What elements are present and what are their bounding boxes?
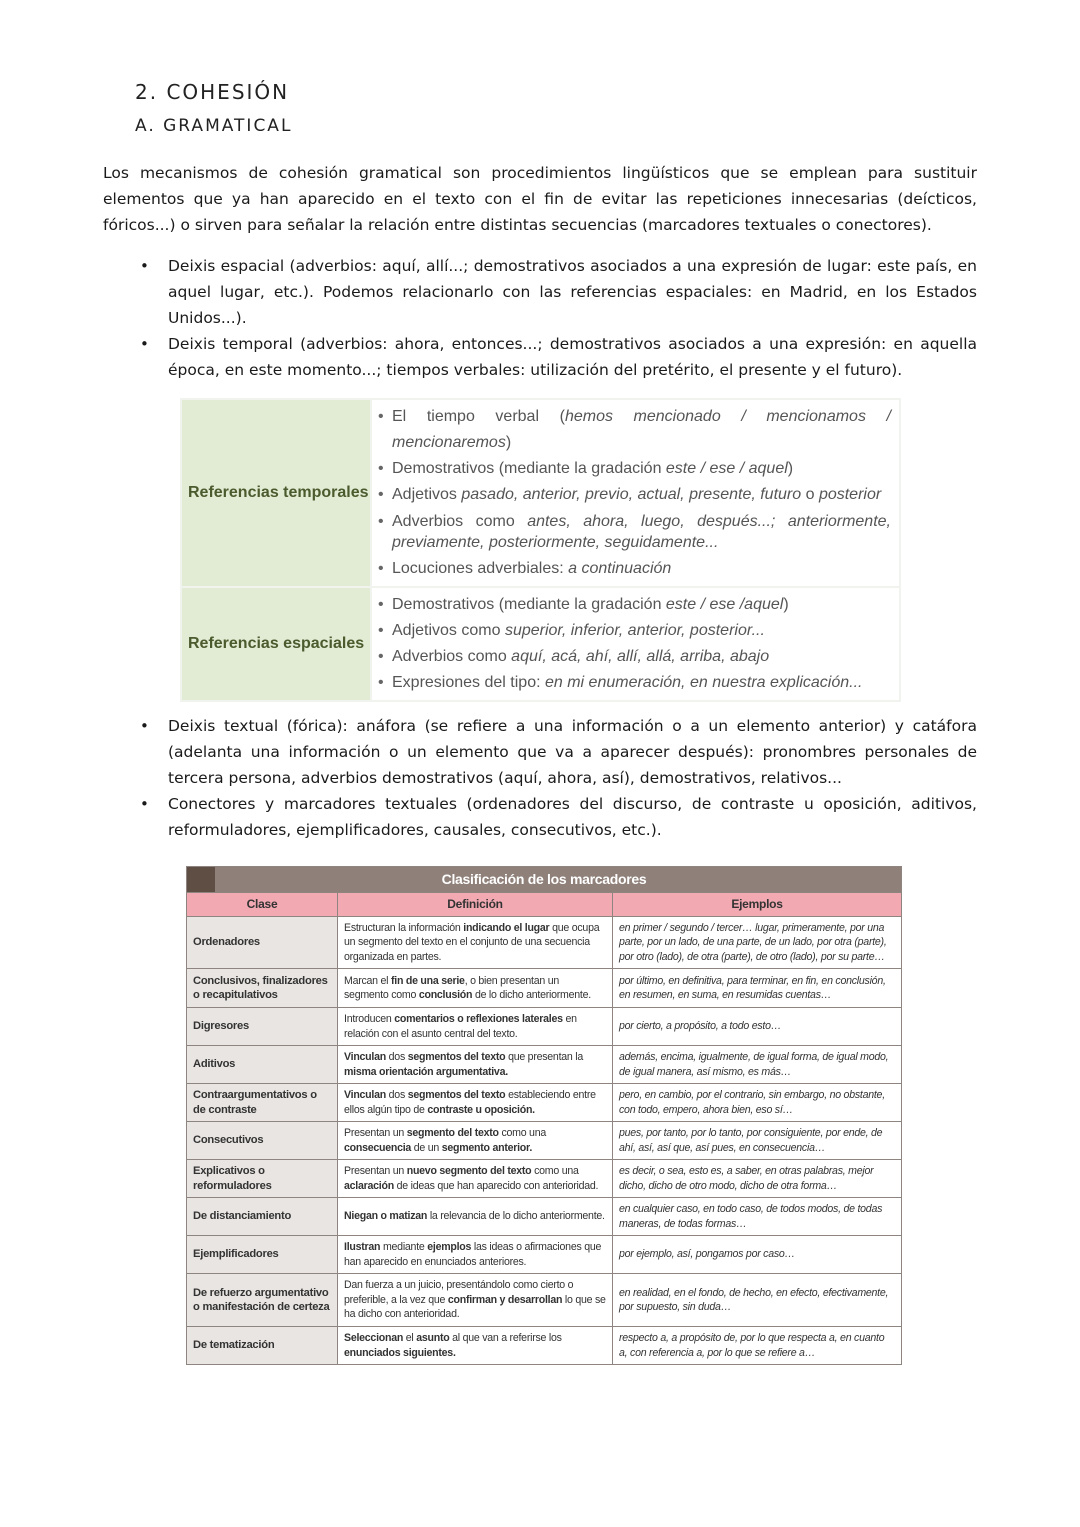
marker-definition bbox=[338, 1327, 613, 1365]
text-segment: , o bien presentan un segmento como bbox=[344, 974, 559, 1001]
references-table bbox=[180, 398, 901, 702]
text-segment: ) bbox=[505, 434, 512, 451]
text-segment: Demostrativos (mediante la gradación bbox=[392, 460, 666, 477]
text-segment: de lo dicho anteriormente. bbox=[472, 989, 591, 1001]
text-segment: consecuencia bbox=[344, 1141, 412, 1154]
markers-table bbox=[186, 866, 902, 1365]
text-segment: ) bbox=[787, 460, 794, 477]
marker-class: Ordenadores bbox=[187, 917, 338, 969]
marker-examples: respecto a, a propósito de, por lo que respecta a, en cuanto a, con referencia a, por lo que se refiere a… bbox=[613, 1327, 902, 1365]
text-segment: Demostrativos (mediante la gradación bbox=[392, 596, 666, 613]
text-segment: como una bbox=[498, 1127, 546, 1139]
text-segment: ) bbox=[783, 596, 789, 613]
marker-class: Conclusivos, finalizadores o recapitulativos bbox=[187, 969, 338, 1008]
text-segment: comentarios o reflexiones laterales bbox=[394, 1013, 563, 1025]
table-row bbox=[181, 399, 900, 587]
text-segment: lo que se ha dicho con anterioridad. bbox=[344, 1293, 606, 1321]
text-segment: Presentan un bbox=[344, 1165, 407, 1177]
reference-item bbox=[392, 670, 891, 696]
text-segment: Adverbios como bbox=[392, 648, 512, 665]
text-segment: aquí, acá, ahí, allí, allá, arriba, abajo bbox=[511, 648, 770, 665]
section-heading: 2. COHESIÓN bbox=[135, 80, 290, 104]
marker-class: Aditivos bbox=[187, 1046, 338, 1084]
marker-examples: por cierto, a propósito, a todo esto… bbox=[613, 1008, 902, 1046]
text-segment: o bbox=[801, 486, 819, 503]
table-row bbox=[187, 1160, 902, 1198]
text-segment: misma orientación argumentativa. bbox=[344, 1065, 508, 1078]
table-title-bar bbox=[187, 867, 902, 893]
marker-class: Contraargumentativos o de contraste bbox=[187, 1084, 338, 1122]
text-segment: segmentos del texto bbox=[407, 1089, 506, 1101]
reference-item bbox=[392, 556, 891, 582]
marker-class: De refuerzo argumentativo o manifestación de certeza bbox=[187, 1274, 338, 1327]
text-segment: dos bbox=[385, 1051, 408, 1063]
marker-definition bbox=[338, 1008, 613, 1046]
table-row bbox=[187, 1046, 902, 1084]
table-row bbox=[187, 1008, 902, 1046]
text-segment: de un bbox=[411, 1141, 442, 1154]
reference-item bbox=[392, 456, 891, 482]
row-label: Referencias temporales bbox=[181, 399, 371, 587]
intro-paragraph: Los mecanismos de cohesión gramatical son procedimientos lingüísticos que se emplean para sustituir elementos que ya han aparecido en el texto con el fin de evitar las repeticiones innecesarias (deícticos, fóricos...) o sirven para señalar la relación entre distintas secuencias (marcadores textuales o conectores). bbox=[103, 164, 977, 234]
text-segment: Niegan o matizan bbox=[344, 1210, 428, 1223]
table-row bbox=[187, 917, 902, 969]
text-segment: en relación con el asunto central del texto. bbox=[344, 1013, 577, 1040]
marker-class: Consecutivos bbox=[187, 1122, 338, 1160]
text-segment: hemos mencionado / mencionamos / mencionaremos bbox=[392, 408, 891, 451]
text-segment: Adjetivos como bbox=[392, 622, 505, 639]
text-segment: posterior bbox=[818, 486, 882, 503]
reference-item bbox=[392, 508, 891, 556]
text-segment: asunto bbox=[416, 1332, 450, 1344]
text-segment: Ilustran bbox=[344, 1241, 381, 1253]
marker-definition bbox=[338, 1084, 613, 1122]
text-segment: a continuación bbox=[568, 560, 672, 577]
marker-examples: en cualquier caso, en todo caso, de todos modos, de todas maneras, de todas formas… bbox=[613, 1198, 902, 1236]
text-segment: ejemplos bbox=[427, 1241, 472, 1253]
marker-definition bbox=[338, 1274, 613, 1327]
subsection-heading: A. GRAMATICAL bbox=[135, 116, 293, 136]
text-segment: contraste u oposición. bbox=[427, 1103, 535, 1116]
text-segment: segmentos del texto bbox=[407, 1051, 506, 1063]
text-segment: conclusión bbox=[418, 989, 473, 1001]
text-segment: Locuciones adverbiales: bbox=[392, 560, 569, 577]
marker-examples: pero, en cambio, por el contrario, sin embargo, no obstante, con todo, empero, ahora bien, eso sí… bbox=[613, 1084, 902, 1122]
row-label: Referencias espaciales bbox=[181, 587, 371, 701]
text-segment: segmento del texto bbox=[406, 1127, 499, 1139]
marker-examples: en realidad, en el fondo, de hecho, en efecto, efectivamente, por supuesto, sin duda… bbox=[613, 1274, 902, 1327]
marker-class: De distanciamiento bbox=[187, 1198, 338, 1236]
text-segment: pasado, anterior, previo, actual, presente, futuro bbox=[461, 486, 802, 503]
text-segment: El tiempo verbal ( bbox=[392, 408, 565, 425]
header-ejemplos: Ejemplos bbox=[613, 893, 902, 917]
reference-item bbox=[392, 404, 891, 456]
reference-item bbox=[392, 482, 891, 508]
reference-item bbox=[392, 644, 891, 670]
list-item: • Deixis textual (fórica): anáfora (se refiere a una información o a un elemento anterior) y catáfora (adelanta una información o un elemento que va a aparecer después): pronombres personales de tercera persona, adverbios demostrativos (aquí, ahora, así), demostrativos, relativos... bbox=[168, 713, 977, 791]
list-item: • Deixis espacial (adverbios: aquí, allí...; demostrativos asociados a una expresión de lugar: este país, en aquel lugar, etc.). Podemos relacionarlo con las referencias espaciales: en Madrid, en los Estados Unidos...). bbox=[168, 253, 977, 331]
text-segment: estableciendo entre ellos algún tipo de bbox=[344, 1089, 596, 1116]
text-segment: aclaración bbox=[344, 1179, 394, 1192]
text-segment: este / ese /aquel bbox=[665, 596, 784, 613]
marker-examples: es decir, o sea, esto es, a saber, en otras palabras, mejor dicho, dicho de otro modo, dicho de otra forma… bbox=[613, 1160, 902, 1198]
marker-examples: pues, por tanto, por lo tanto, por consiguiente, por ende, de ahí, así, así que, así pues, en consecuencia… bbox=[613, 1122, 902, 1160]
text-segment: Dan fuerza a un juicio, presentándolo como cierto o preferible, a la vez que bbox=[344, 1279, 574, 1306]
items-cell bbox=[371, 399, 900, 587]
text-segment: Seleccionan bbox=[344, 1332, 404, 1344]
table-row bbox=[187, 1327, 902, 1365]
text-segment: Vinculan bbox=[344, 1051, 386, 1063]
reference-item bbox=[392, 618, 891, 644]
table-row bbox=[187, 1274, 902, 1327]
marker-definition bbox=[338, 969, 613, 1008]
table-title: Clasificación de los marcadores bbox=[441, 871, 647, 888]
list-item: • Conectores y marcadores textuales (ordenadores del discurso, de contraste u oposición, aditivos, reformuladores, ejemplificadores, causales, consecutivos, etc.). bbox=[168, 791, 977, 843]
text-segment: Introducen bbox=[344, 1013, 395, 1025]
text-segment: como una bbox=[531, 1165, 579, 1177]
text-segment: confirman y desarrollan bbox=[447, 1293, 563, 1306]
table-row bbox=[187, 1084, 902, 1122]
text-segment: antes, ahora, luego, después...; anteriormente, previamente, posteriormente, seguidamente... bbox=[392, 513, 891, 551]
table-row bbox=[187, 1122, 902, 1160]
header-definicion: Definición bbox=[338, 893, 613, 917]
text-segment: segmento anterior. bbox=[441, 1141, 533, 1154]
text-segment: que presentan la bbox=[505, 1051, 583, 1063]
marker-definition bbox=[338, 917, 613, 969]
marker-definition bbox=[338, 1122, 613, 1160]
marker-examples: además, encima, igualmente, de igual forma, de igual modo, de igual manera, así mismo, es más… bbox=[613, 1046, 902, 1084]
text-segment: en mi enumeración, en nuestra explicación... bbox=[544, 674, 863, 691]
text-segment: Vinculan bbox=[344, 1089, 386, 1101]
text-segment: Estructuran la información bbox=[344, 921, 464, 934]
text-segment: nuevo segmento del texto bbox=[406, 1165, 532, 1177]
text-segment: el bbox=[403, 1332, 417, 1344]
marker-definition bbox=[338, 1236, 613, 1274]
header-clase: Clase bbox=[187, 893, 338, 917]
text-segment: superior, inferior, anterior, posterior... bbox=[504, 622, 765, 639]
marker-examples: por ejemplo, así, pongamos por caso… bbox=[613, 1236, 902, 1274]
items-cell bbox=[371, 587, 900, 701]
marker-definition bbox=[338, 1046, 613, 1084]
list-item: • Deixis temporal (adverbios: ahora, entonces...; demostrativos asociados a una expresión: en aquella época, en este momento...; tiempos verbales: utilización del pretérito, el presente y el futuro). bbox=[168, 331, 977, 383]
table-row bbox=[181, 587, 900, 701]
text-segment: Presentan un bbox=[344, 1127, 407, 1139]
text-segment: enunciados siguientes. bbox=[344, 1346, 456, 1359]
text-segment: al que van a referirse los bbox=[449, 1332, 562, 1344]
reference-item bbox=[392, 592, 891, 618]
table-row bbox=[187, 1198, 902, 1236]
marker-class: Explicativos o reformuladores bbox=[187, 1160, 338, 1198]
text-segment: mediante bbox=[380, 1241, 428, 1253]
text-segment: dos bbox=[385, 1089, 408, 1101]
text-segment: Expresiones del tipo: bbox=[392, 674, 545, 691]
text-segment: de ideas que han aparecido con anterioridad. bbox=[393, 1179, 599, 1192]
marker-examples: en primer / segundo / tercer… lugar, primeramente, por una parte, por un lado, de una parte, de un lado, por otra (parte), por otro (lado), de otra (parte), de otro (lado), por su parte… bbox=[613, 917, 902, 969]
marker-class: De tematización bbox=[187, 1327, 338, 1365]
text-segment: que ocupa un segmento del texto en el conjunto de una secuencia organizada en partes. bbox=[344, 921, 600, 963]
deixis-list-2 bbox=[168, 713, 977, 843]
text-segment: la relevancia de lo dicho anteriormente. bbox=[427, 1210, 605, 1223]
table-row bbox=[187, 1236, 902, 1274]
marker-examples: por último, en definitiva, para terminar, en fin, en conclusión, en resumen, en suma, en resumidas cuentas… bbox=[613, 969, 902, 1008]
deixis-list-1 bbox=[168, 253, 977, 383]
marker-class: Ejemplificadores bbox=[187, 1236, 338, 1274]
marker-definition bbox=[338, 1160, 613, 1198]
text-segment: las ideas o afirmaciones que han aparecido en enunciados anteriores. bbox=[344, 1241, 602, 1268]
text-segment: Adverbios como bbox=[392, 513, 528, 530]
table-row bbox=[187, 969, 902, 1008]
text-segment: Adjetivos bbox=[392, 486, 462, 503]
text-segment: fin de una serie bbox=[390, 974, 465, 987]
marker-class: Digresores bbox=[187, 1008, 338, 1046]
text-segment: este / ese / aquel bbox=[665, 460, 788, 477]
title-decoration bbox=[187, 867, 215, 892]
text-segment: indicando el lugar bbox=[463, 921, 550, 934]
marker-definition bbox=[338, 1198, 613, 1236]
text-segment: Marcan el bbox=[344, 974, 391, 987]
